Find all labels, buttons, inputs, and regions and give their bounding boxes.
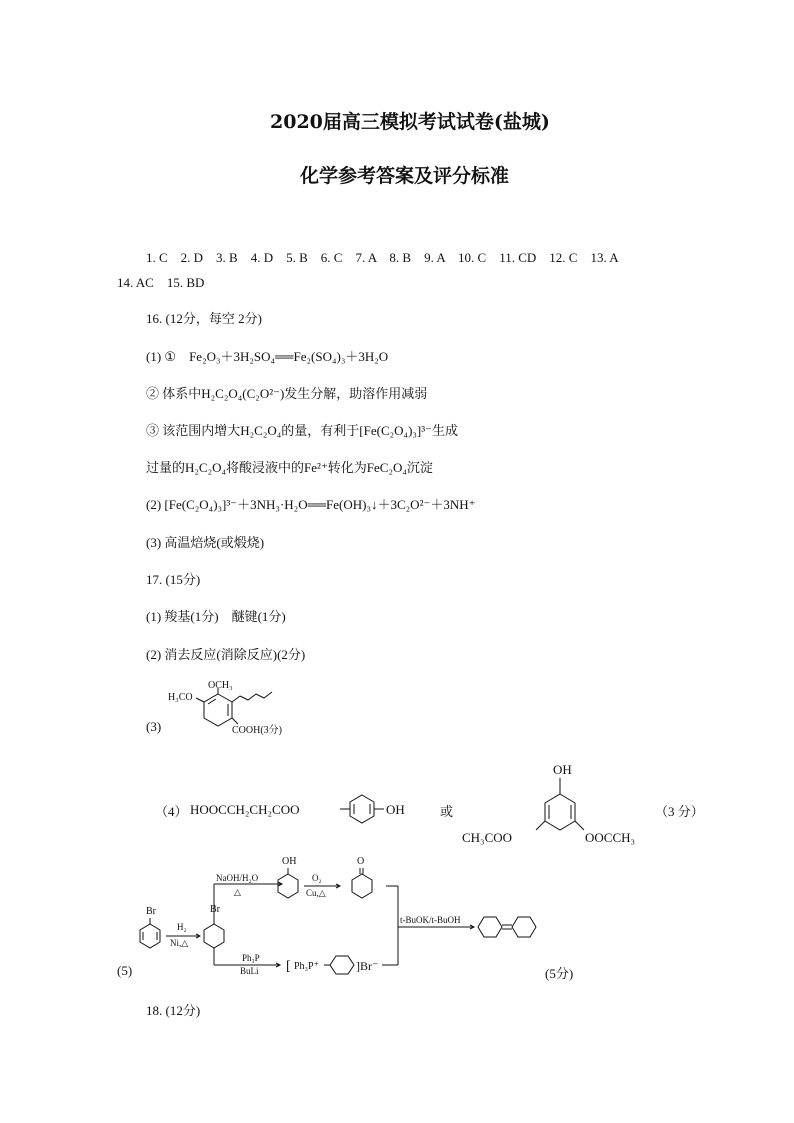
- q16-line1: (1) ① Fe₂O₃＋3H₂SO₄══Fe₂(SO₄)₃＋3H₂O: [146, 349, 389, 364]
- salt-ph3p-label: Ph₃P⁺: [294, 961, 319, 972]
- acetate-right: OOCCH₃: [585, 830, 636, 845]
- br-cyclohexane-label: Br: [210, 904, 220, 915]
- h2-label: H₂: [177, 922, 187, 932]
- q16-line3: ③ 该范围内增大H₂C₂O₄的量，有利于[Fe(C₂O₄)₃]³⁻生成: [146, 423, 459, 438]
- h3co-label: H₃CO: [168, 692, 193, 703]
- q18-heading: 18. (12分): [146, 1003, 201, 1018]
- q17-part5-label: (5): [117, 963, 133, 978]
- q17-part3-label: (3): [146, 719, 162, 734]
- q17-heading: 17. (15分): [146, 572, 201, 587]
- product-ring-right: [512, 917, 536, 937]
- product-ring-left: [478, 917, 502, 937]
- oh-label: OH: [282, 856, 297, 867]
- q16-line2: ② 体系中H₂C₂O₄(C₂O²⁻)发生分解，助溶作用减弱: [146, 386, 428, 401]
- cyclohexanol-ring: [278, 874, 298, 898]
- mc-answers-line2: 14. AC 15. BD: [117, 275, 205, 290]
- mc-answers-line1: 1. C 2. D 3. B 4. D 5. B 6. C 7. A 8. B 9. A 10. C 11. CD 12. C 13. A: [146, 250, 619, 265]
- tbuok-label: t-BuOK/t-BuOH: [400, 915, 461, 925]
- ni-label: Ni,△: [170, 938, 189, 948]
- br-benzene-label: Br: [146, 906, 156, 917]
- q17-part4-label: （4）: [155, 804, 188, 819]
- q17-part3-structure: [160, 676, 310, 736]
- buli-label: BuLi: [240, 966, 259, 976]
- q17-part5-synthesis: [130, 850, 550, 980]
- q17-part4-score: （3 分）: [655, 804, 704, 819]
- exam-title: 2020届高三模拟考试试卷(盐城): [270, 111, 550, 133]
- phenol-oh: OH: [386, 802, 405, 817]
- och3-label: OCH₃: [208, 680, 233, 691]
- q17-part4-structure-a: [190, 787, 450, 827]
- q16-line6: (3) 高温焙烧(或煅烧): [146, 535, 265, 550]
- q17-line2: (2) 消去反应(消除反应)(2分): [146, 647, 306, 662]
- cyclohexanone-ring: [352, 874, 372, 898]
- top-oh: OH: [553, 762, 572, 777]
- q17-part4-structure-b: [460, 760, 660, 850]
- answer-title: 化学参考答案及评分标准: [300, 165, 510, 187]
- q16-heading: 16. (12分，每空 2分): [146, 311, 262, 326]
- salt-ring: [330, 956, 354, 974]
- q17-part5-score: (5分): [545, 966, 574, 981]
- naoh-label: NaOH/H₂O: [216, 873, 259, 883]
- q16-line4: 过量的H₂C₂O₄将酸浸液中的Fe²⁺转化为FeC₂O₄沉淀: [146, 460, 433, 475]
- salt-left-bracket: [: [286, 959, 291, 974]
- ph3p-label: Ph₃P: [242, 953, 260, 963]
- cu-label: Cu,△: [306, 888, 326, 898]
- cyclohexane-ring: [204, 924, 224, 948]
- ketone-o-label: O: [357, 856, 365, 867]
- acetate-left: CH₃COO: [462, 830, 513, 845]
- cooh-label: COOH(3分): [232, 725, 282, 736]
- or-text: 或: [440, 804, 454, 819]
- o2-label: O₂: [312, 873, 322, 883]
- q17-line1: (1) 羧基(1分) 醚键(1分): [146, 609, 286, 624]
- q16-line5: (2) [Fe(C₂O₄)₃]³⁻＋3NH₃·H₂O══Fe(OH)₃↓＋3C₂O²⁻＋3NH⁺: [146, 497, 476, 512]
- delta-label: △: [234, 887, 241, 897]
- salt-right-bracket: ]Br⁻: [356, 959, 379, 973]
- ester-formula: HOOCCH₂CH₂COO: [190, 802, 300, 817]
